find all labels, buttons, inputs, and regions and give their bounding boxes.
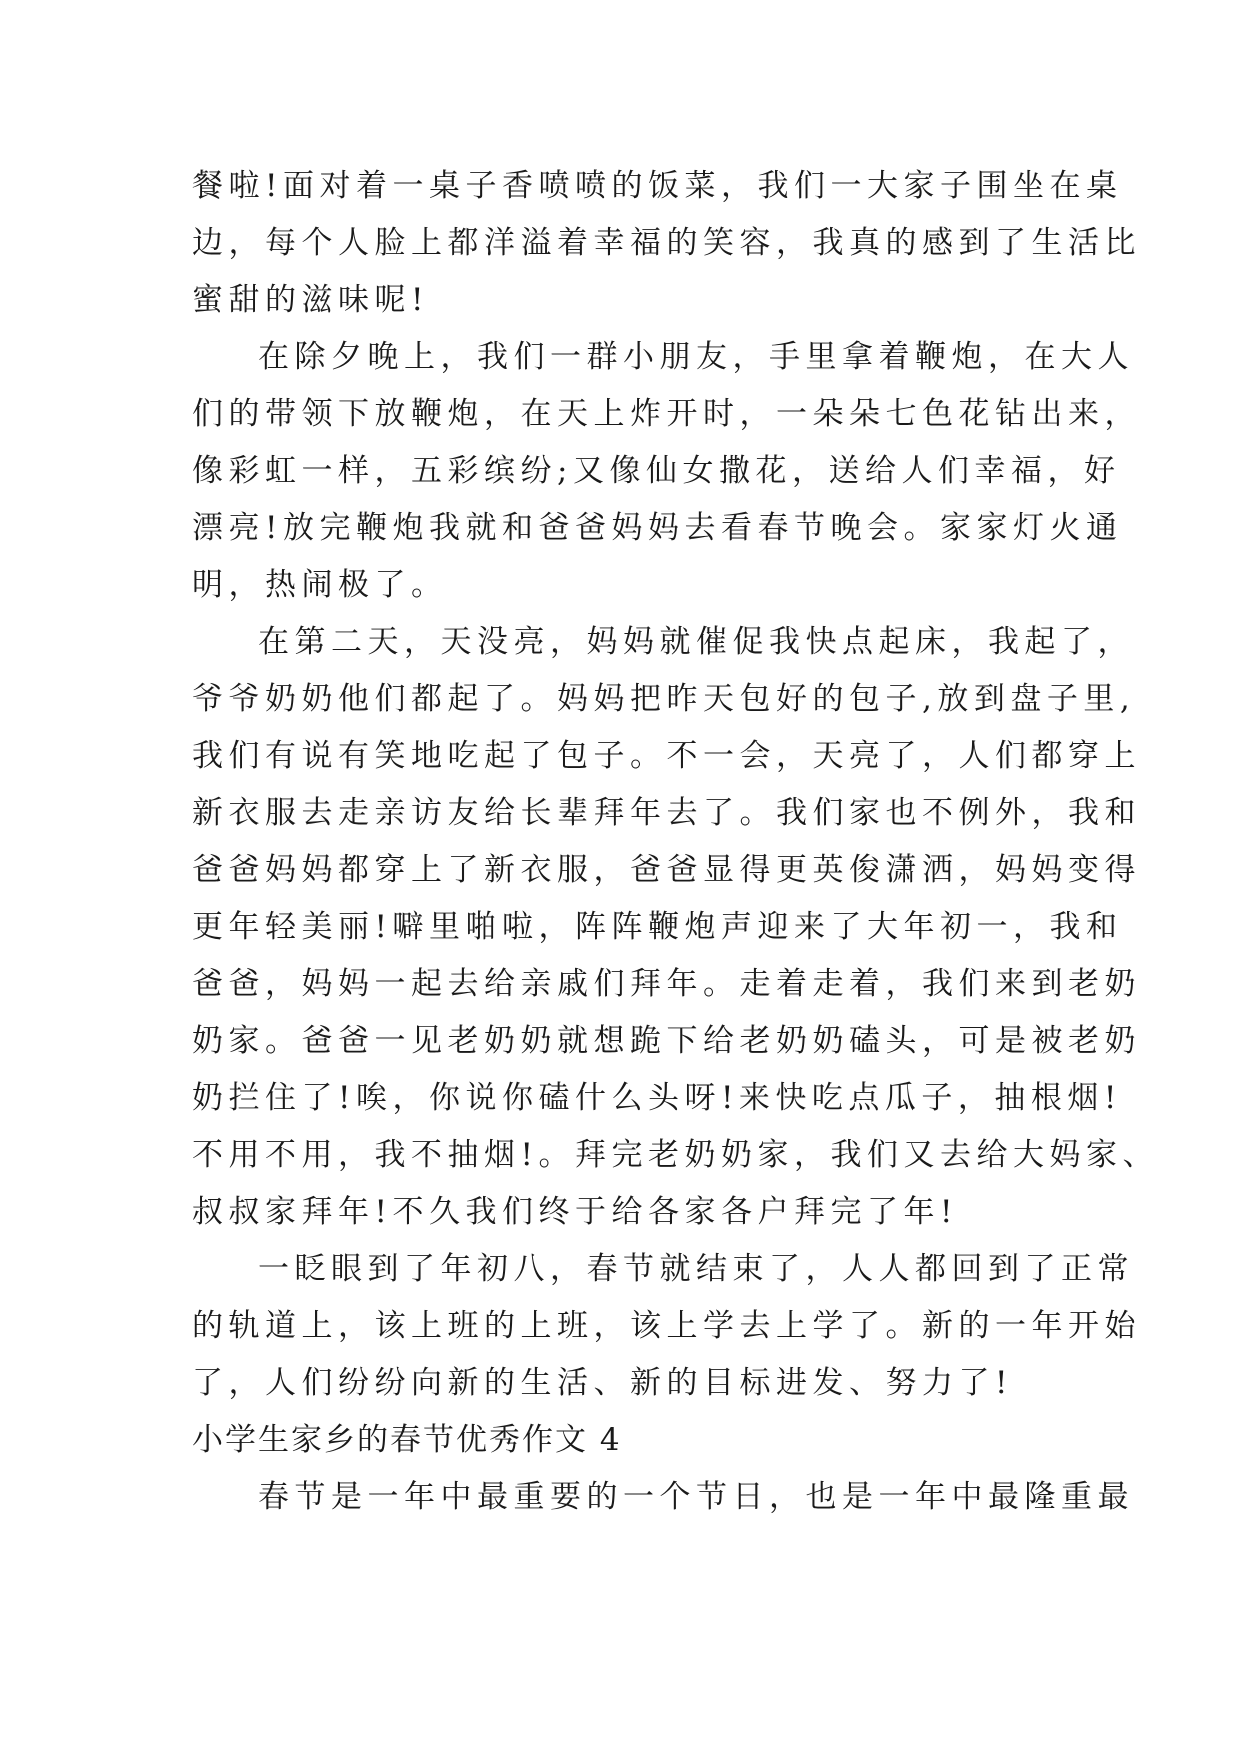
text-line: 爷爷奶奶他们都起了。妈妈把昨天包好的包子,放到盘子里, [192, 681, 1136, 717]
text-line: 漂亮!放完鞭炮我就和爸爸妈妈去看春节晚会。家家灯火通 [192, 510, 1123, 546]
paragraph-first-line: 在除夕晚上，我们一群小朋友，手里拿着鞭炮，在大人 [258, 339, 1134, 375]
paragraph-first-line: 在第二天，天没亮，妈妈就催促我快点起床，我起了， [258, 624, 1134, 660]
text-line: 爸爸妈妈都穿上了新衣服，爸爸显得更英俊潇洒，妈妈变得 [192, 852, 1141, 888]
text-line: 们的带领下放鞭炮，在天上炸开时，一朵朵七色花钻出来， [192, 396, 1141, 432]
document-body [192, 158, 1159, 1526]
text-line: 新衣服去走亲访友给长辈拜年去了。我们家也不例外，我和 [192, 795, 1141, 831]
text-line: 奶拦住了!唉，你说你磕什么头呀!来快吃点瓜子，抽根烟! [192, 1080, 1122, 1116]
text-line: 餐啦!面对着一桌子香喷喷的饭菜，我们一大家子围坐在桌 [192, 168, 1123, 204]
text-line: 边，每个人脸上都洋溢着幸福的笑容，我真的感到了生活比 [192, 225, 1141, 261]
text-line: 更年轻美丽!噼里啪啦，阵阵鞭炮声迎来了大年初一，我和 [192, 909, 1123, 945]
paragraph-first-line: 春节是一年中最重要的一个节日，也是一年中最隆重最 [258, 1479, 1134, 1515]
paragraph-first-line: 一眨眼到了年初八，春节就结束了，人人都回到了正常 [258, 1251, 1134, 1287]
text-line: 的轨道上，该上班的上班，该上学去上学了。新的一年开始 [192, 1308, 1141, 1344]
text-line: 奶家。爸爸一见老奶奶就想跪下给老奶奶磕头，可是被老奶 [192, 1023, 1141, 1059]
section-heading: 小学生家乡的春节优秀作文 4 [192, 1422, 622, 1458]
text-line: 叔叔家拜年!不久我们终于给各家各户拜完了年! [192, 1194, 958, 1230]
text-line: 了，人们纷纷向新的生活、新的目标进发、努力了! [192, 1365, 1013, 1401]
text-line: 不用不用，我不抽烟!。拜完老奶奶家，我们又去给大妈家、 [192, 1137, 1159, 1173]
text-line: 爸爸，妈妈一起去给亲戚们拜年。走着走着，我们来到老奶 [192, 966, 1141, 1002]
text-line: 像彩虹一样，五彩缤纷;又像仙女撒花，送给人们幸福，好 [192, 453, 1121, 489]
text-line: 蜜甜的滋味呢! [192, 282, 429, 318]
text-line: 明，热闹极了。 [192, 567, 448, 603]
text-line: 我们有说有笑地吃起了包子。不一会，天亮了，人们都穿上 [192, 738, 1141, 774]
